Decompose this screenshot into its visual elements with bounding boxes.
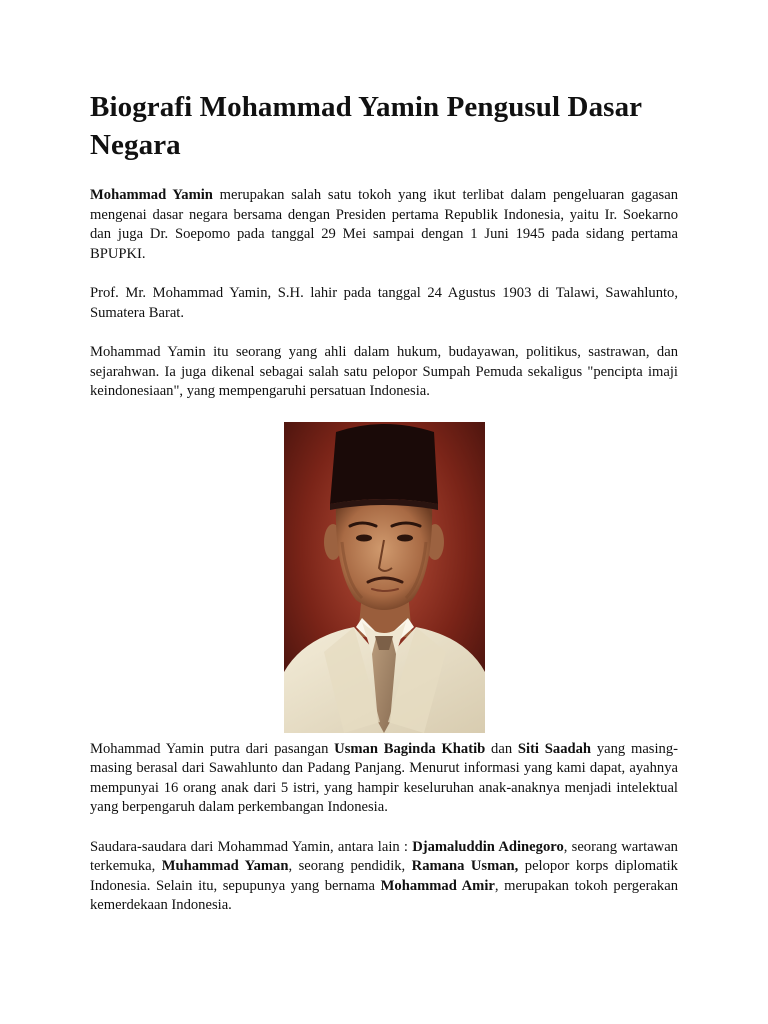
text-run: , seorang pendidik, xyxy=(288,858,412,874)
bold-sibling-name: Ramana Usman, xyxy=(411,858,519,874)
bold-father-name: Usman Baginda Khatib xyxy=(334,740,486,757)
paragraph-parents xyxy=(90,740,678,818)
bold-name: Mohammad Yamin xyxy=(90,187,213,203)
bold-sibling-name: Djamaluddin Adinegoro xyxy=(412,838,564,855)
paragraph-intro xyxy=(90,186,678,264)
paragraph-birth: Prof. Mr. Mohammad Yamin, S.H. lahir pada tanggal 24 Agustus 1903 di Talawi, Sawahlunto, Sumatera Barat. xyxy=(90,285,678,321)
text-run: dan xyxy=(485,740,518,757)
portrait-image xyxy=(284,422,485,733)
paragraph-expertise: Mohammad Yamin itu seorang yang ahli dalam hukum, budayawan, politikus, sastrawan, dan sejarahwan. Ia juga dikenal sebagai salah satu pelopor Sumpah Pemuda sekaligus "pencipta imaji keindonesiaan", yang mempengaruhi persatuan Indonesia. xyxy=(90,344,678,399)
portrait-photo xyxy=(284,422,485,733)
text-run: Saudara-saudara dari Mohammad Yamin, antara lain : xyxy=(90,838,413,855)
paragraph-siblings xyxy=(90,838,678,916)
text-run: pelopor korps diplomatik Indonesia. Selain itu, sepupunya yang bernama xyxy=(90,858,678,894)
page-title: Biografi Mohammad Yamin Pengusul Dasar Negara xyxy=(90,91,642,161)
bold-mother-name: Siti Saadah xyxy=(517,740,592,757)
paragraph-text: merupakan salah satu tokoh yang ikut terlibat dalam pengeluaran gagasan mengenai dasar negara bersama dengan Presiden pertama Republik Indonesia, yaitu Ir. Soekarno dan juga Dr. Soepomo pada tanggal 29 Mei sampai dengan 1 Juni 1945 pada sidang pertama BPUPKI. xyxy=(90,187,678,262)
bold-sibling-name: Muhammad Yaman xyxy=(161,858,289,874)
text-run: , merupakan tokoh pergerakan kemerdekaan Indonesia. xyxy=(90,877,678,913)
text-run: Mohammad Yamin putra dari pasangan xyxy=(90,740,335,757)
text-run: , seorang wartawan terkemuka, xyxy=(90,838,678,874)
text-run: yang masing-masing berasal dari Sawahlunto dan Padang Panjang. Menurut informasi yang kami dapat, ayahnya mempunyai 16 orang anak dari 5 istri, yang hampir keseluruhan anak-anaknya menjadi intelektual yang berpengaruh dalam perkembangan Indonesia. xyxy=(90,740,678,815)
bold-cousin-name: Mohammad Amir xyxy=(380,877,495,894)
document-page xyxy=(90,88,678,916)
